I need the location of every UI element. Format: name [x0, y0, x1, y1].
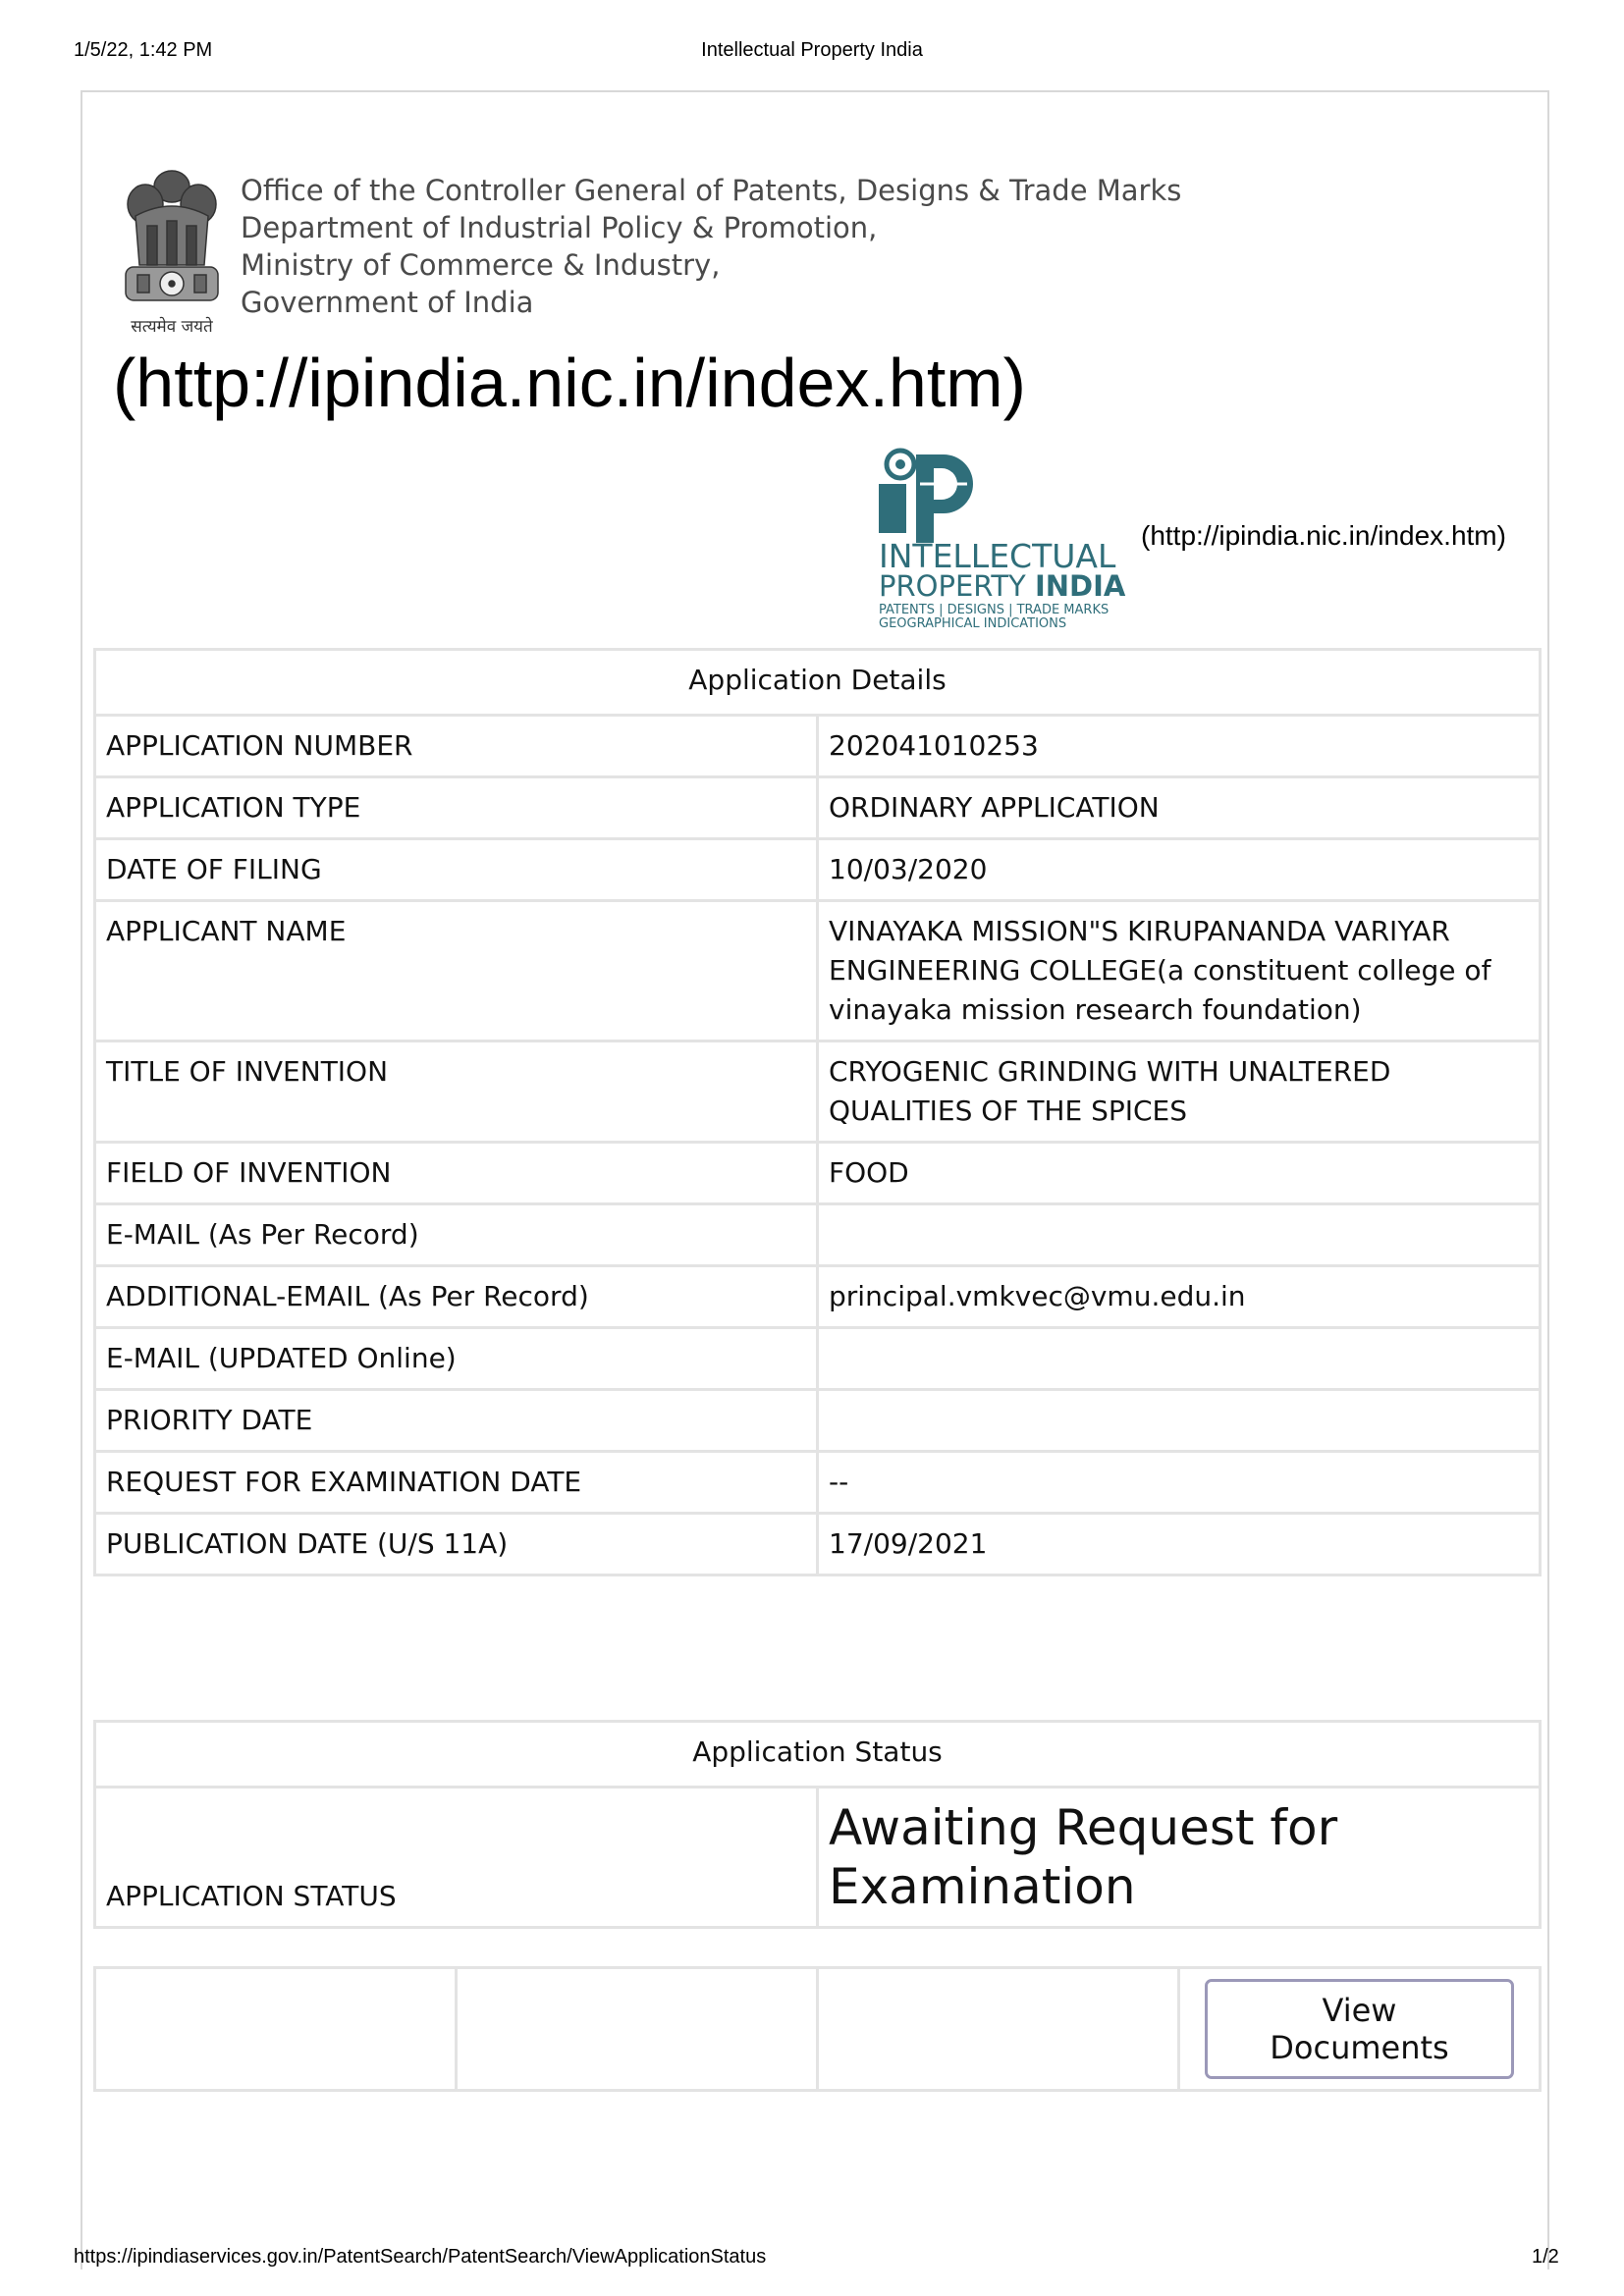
office-line: Government of India [241, 286, 534, 319]
detail-value: 202041010253 [818, 716, 1541, 777]
intellectual-property-india-logo[interactable] [877, 447, 1137, 633]
detail-label: E-MAIL (UPDATED Online) [95, 1328, 818, 1390]
table-row [95, 1143, 1541, 1204]
application-status-heading: Application Status [95, 1722, 1541, 1788]
detail-value: -- [818, 1452, 1541, 1514]
print-page-number: 1/2 [1532, 2246, 1559, 2268]
documents-action-table [93, 1966, 1542, 2092]
table-row [95, 1968, 1541, 2091]
office-name [241, 172, 1181, 321]
application-details-heading: Application Details [95, 650, 1541, 716]
detail-value: CRYOGENIC GRINDING WITH UNALTERED QUALITIES OF THE SPICES [818, 1041, 1541, 1143]
empty-cell [95, 1968, 457, 2091]
application-details-table [93, 648, 1542, 1576]
detail-label: FIELD OF INVENTION [95, 1143, 818, 1204]
national-emblem-icon [118, 157, 226, 339]
print-datetime: 1/5/22, 1:42 PM [74, 39, 213, 61]
detail-label: DATE OF FILING [95, 839, 818, 901]
detail-label: E-MAIL (As Per Record) [95, 1204, 818, 1266]
table-row [95, 1514, 1541, 1575]
detail-value: FOOD [818, 1143, 1541, 1204]
detail-value [818, 1390, 1541, 1452]
office-line: Department of Industrial Policy & Promotion, [241, 211, 878, 244]
ipi-logo-line3: PATENTS | DESIGNS | TRADE MARKS [879, 603, 1110, 617]
table-row [95, 901, 1541, 1041]
detail-value [818, 1204, 1541, 1266]
detail-label: APPLICANT NAME [95, 901, 818, 1041]
detail-label: APPLICATION TYPE [95, 777, 818, 839]
table-row [95, 1788, 1541, 1928]
view-documents-cell [1179, 1968, 1541, 2091]
table-row [95, 1328, 1541, 1390]
detail-label: ADDITIONAL-EMAIL (As Per Record) [95, 1266, 818, 1328]
view-documents-button[interactable]: View Documents [1205, 1979, 1514, 2079]
ipi-logo-line4: GEOGRAPHICAL INDICATIONS [879, 616, 1067, 631]
table-row [95, 1452, 1541, 1514]
status-label: APPLICATION STATUS [95, 1788, 818, 1928]
table-row [95, 1041, 1541, 1143]
table-row [95, 1266, 1541, 1328]
detail-value: ORDINARY APPLICATION [818, 777, 1541, 839]
empty-cell [818, 1968, 1179, 2091]
detail-value [818, 1328, 1541, 1390]
table-row [95, 1390, 1541, 1452]
emblem-motto: सत्यमेव जयते [131, 317, 213, 337]
detail-value: principal.vmkvec@vmu.edu.in [818, 1266, 1541, 1328]
table-row [95, 839, 1541, 901]
home-link-large[interactable]: (http://ipindia.nic.in/index.htm) [113, 345, 1026, 421]
detail-label: TITLE OF INVENTION [95, 1041, 818, 1143]
detail-label: APPLICATION NUMBER [95, 716, 818, 777]
home-link-small[interactable]: (http://ipindia.nic.in/index.htm) [1141, 520, 1506, 551]
ipi-logo-line1: INTELLECTUAL [879, 537, 1116, 575]
office-line: Office of the Controller General of Patents, Designs & Trade Marks [241, 174, 1182, 207]
office-line: Ministry of Commerce & Industry, [241, 248, 721, 282]
table-row [95, 777, 1541, 839]
print-page-title: Intellectual Property India [701, 39, 923, 61]
detail-label: PUBLICATION DATE (U/S 11A) [95, 1514, 818, 1575]
detail-label: REQUEST FOR EXAMINATION DATE [95, 1452, 818, 1514]
detail-value: 17/09/2021 [818, 1514, 1541, 1575]
detail-value: 10/03/2020 [818, 839, 1541, 901]
status-value: Awaiting Request for Examination [818, 1788, 1541, 1928]
table-row [95, 716, 1541, 777]
ipi-logo-line2: PROPERTY INDIA [879, 569, 1126, 603]
empty-cell [457, 1968, 818, 2091]
detail-value: VINAYAKA MISSION"S KIRUPANANDA VARIYAR ENGINEERING COLLEGE(a constituent college of vinayaka mission research foundation) [818, 901, 1541, 1041]
table-row [95, 1204, 1541, 1266]
detail-label: PRIORITY DATE [95, 1390, 818, 1452]
application-status-table [93, 1720, 1542, 1929]
print-url: https://ipindiaservices.gov.in/PatentSearch/PatentSearch/ViewApplicationStatus [74, 2246, 767, 2268]
